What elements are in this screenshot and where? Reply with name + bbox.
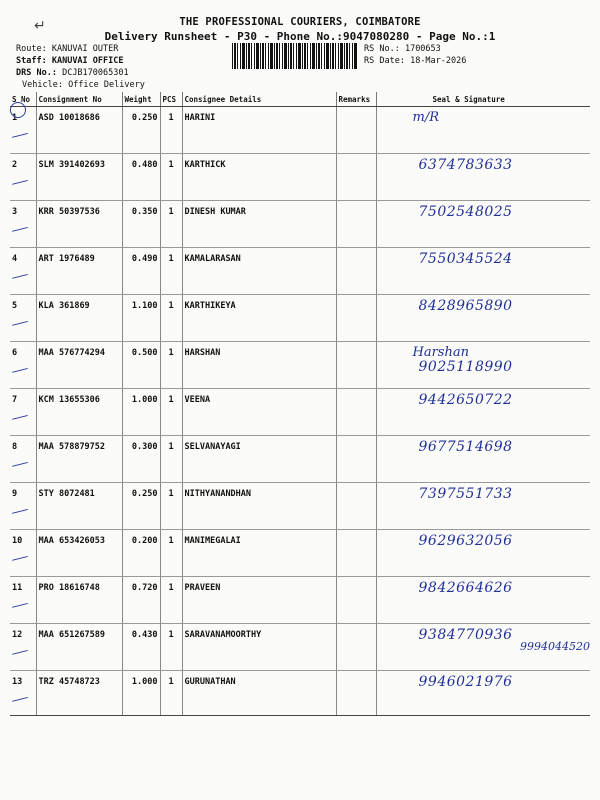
drs-value: DCJB170065301 [62,68,129,78]
row-signature [376,295,590,342]
table-row [10,577,590,624]
signature-phone: 9677514698 [418,439,513,455]
vehicle-line [22,80,145,90]
check-tick-mark [10,501,28,514]
signature-phone: 9946021976 [418,674,513,690]
row-consignment [36,107,122,154]
row-pcs-text: 1 [168,113,174,123]
row-sno-text: 10 [12,536,23,546]
check-tick-mark [10,548,28,561]
row-consignee-text: NITHYANANDHAN [184,489,252,499]
table-row [10,624,590,671]
row-sno-text: 8 [12,442,18,452]
row-weight-text: 0.250 [131,489,158,499]
row-weight [122,389,160,436]
row-signature [376,671,590,716]
row-weight-text: 0.430 [131,630,158,640]
signature-phone: 8428965890 [418,298,513,314]
table-row [10,389,590,436]
row-remarks [336,577,376,624]
row-consignee-text: KAMALARASAN [184,254,241,264]
row-sno [10,671,36,716]
vehicle-label: Vehicle: [22,80,63,90]
row-consignee-text: KARTHICK [184,160,226,170]
table-header [10,92,590,107]
row-remarks [336,248,376,295]
row-consignment-text: KLA 361869 [38,301,90,311]
row-sno [10,342,36,389]
vehicle-value: Office Delivery [68,80,145,90]
row-consignee-text: SELVANAYAGI [184,442,241,452]
signature-phone: 9842664626 [418,580,513,596]
table-row [10,483,590,530]
check-tick-mark [10,642,28,655]
table-row [10,530,590,577]
signature-scribble [413,346,513,374]
row-sno-text: 2 [12,160,18,170]
row-weight [122,342,160,389]
row-pcs-text: 1 [168,301,174,311]
row-weight [122,248,160,295]
row-consignee [182,248,336,295]
table-row [10,342,590,389]
row-consignee [182,624,336,671]
row-weight [122,624,160,671]
check-tick-mark [10,313,28,326]
row-pcs-text: 1 [168,348,174,358]
row-pcs-text: 1 [168,677,174,687]
row-sno-text: 9 [12,489,18,499]
signature-scribble [413,205,513,219]
row-signature [376,107,590,154]
row-remarks [336,436,376,483]
row-consignee-text: MANIMEGALAI [184,536,241,546]
barcode [232,43,358,69]
row-sno [10,624,36,671]
row-weight [122,577,160,624]
row-consignee-text: VEENA [184,395,211,405]
row-weight-text: 1.100 [131,301,158,311]
row-pcs-text: 1 [168,395,174,405]
table-row [10,671,590,716]
row-sno-text: 12 [12,630,23,640]
row-weight-text: 0.250 [131,113,158,123]
rs-no-line [364,44,441,54]
row-consignee [182,295,336,342]
row-weight-text: 0.480 [131,160,158,170]
row-consignment-text: PRO 18616748 [38,583,100,593]
row-consignment [36,436,122,483]
row-consignment [36,342,122,389]
row-consignee [182,436,336,483]
table-row [10,107,590,154]
row-pcs [160,624,182,671]
row-consignee-text: GURUNATHAN [184,677,236,687]
row-signature [376,530,590,577]
row-pcs [160,201,182,248]
row-consignee [182,671,336,716]
signature-scribble [413,393,513,407]
row-weight-text: 0.350 [131,207,158,217]
row-remarks [336,483,376,530]
row-consignment-text: MAA 576774294 [38,348,106,358]
row-consignment [36,483,122,530]
row-remarks [336,530,376,577]
row-sno-text: 4 [12,254,18,264]
signature-scribble [413,111,440,125]
staff-value: KANUVAI OFFICE [51,56,124,66]
row-pcs-text: 1 [168,630,174,640]
row-consignee [182,483,336,530]
row-pcs [160,248,182,295]
row-weight-text: 1.000 [131,395,158,405]
row-weight-text: 0.200 [131,536,158,546]
col-consignee: Consignee Details [182,92,336,107]
row-sno-text: 7 [12,395,18,405]
check-tick-mark [10,172,28,185]
row-weight [122,671,160,716]
row-pcs [160,483,182,530]
row-consignment-text: TRZ 45748723 [38,677,100,687]
row-pcs-text: 1 [168,583,174,593]
table-row [10,201,590,248]
runsheet-subtitle: Delivery Runsheet - P30 - Phone No.:9047080280 - Page No.:1 [104,30,496,43]
row-consignee-text: DINESH KUMAR [184,207,246,217]
row-consignment-text: MAA 651267589 [38,630,106,640]
row-consignment-text: KRR 50397536 [38,207,100,217]
row-remarks [336,154,376,201]
row-weight-text: 0.500 [131,348,158,358]
row-consignee [182,342,336,389]
row-consignment-text: SLM 391402693 [38,160,106,170]
row-pcs-text: 1 [168,442,174,452]
row-remarks [336,342,376,389]
row-weight-text: 0.720 [131,583,158,593]
col-consignment: Consignment No [36,92,122,107]
table-row [10,295,590,342]
route-line [16,44,118,54]
row-consignee [182,389,336,436]
row-sno [10,436,36,483]
row-consignment [36,295,122,342]
row-sno-text: 13 [12,677,23,687]
row-consignment-text: STY 8072481 [38,489,95,499]
staff-line [16,56,124,66]
row-weight [122,107,160,154]
check-tick-mark [10,454,28,467]
row-sno [10,530,36,577]
row-consignment [36,201,122,248]
row-consignment-text: KCM 13655306 [38,395,100,405]
signature-phone: 9025118990 [418,359,513,375]
row-weight-text: 0.490 [131,254,158,264]
row-consignment [36,577,122,624]
signature-name: Harshan [412,345,469,360]
check-tick-mark [10,266,28,279]
row-pcs-text: 1 [168,254,174,264]
row-remarks [336,389,376,436]
rs-date-line [364,56,466,66]
row-signature [376,154,590,201]
row-sno [10,483,36,530]
row-sno [10,577,36,624]
row-consignment-text: MAA 653426053 [38,536,106,546]
row-consignment [36,248,122,295]
row-weight-text: 1.000 [131,677,158,687]
row-sno [10,154,36,201]
row-sno [10,295,36,342]
row-weight [122,436,160,483]
row-signature [376,342,590,389]
signature-phone: 7550345524 [418,251,513,267]
row-consignment [36,389,122,436]
signature-phone: 7502548025 [418,204,513,220]
col-signature: Seal & Signature [376,92,590,107]
corner-scribble: ↵ [34,18,46,34]
row-remarks [336,624,376,671]
rs-date-value: 18-Mar-2026 [410,56,467,66]
row-signature [376,389,590,436]
row-sno-text: 3 [12,207,18,217]
row-sno [10,248,36,295]
row-sno-text: 11 [12,583,23,593]
table-row [10,248,590,295]
row-pcs-text: 1 [168,536,174,546]
col-remarks: Remarks [336,92,376,107]
check-tick-mark [10,407,28,420]
row-pcs [160,671,182,716]
row-consignment [36,624,122,671]
row-consignee-text: HARINI [184,113,216,123]
extra-phone-scribble: 9994044520 [520,640,590,653]
row-weight [122,483,160,530]
row-consignee [182,107,336,154]
signature-scribble [413,252,513,266]
row-consignment-text: ASD 10018686 [38,113,100,123]
row-pcs [160,154,182,201]
row-consignee-text: SARAVANAMOORTHY [184,630,262,640]
row-sno-text: 1 [12,113,18,123]
row-consignment [36,154,122,201]
rs-date-label: RS Date: [364,56,405,66]
row-remarks [336,295,376,342]
row-signature [376,436,590,483]
row-sno-text: 6 [12,348,18,358]
col-pcs: PCS [160,92,182,107]
row-remarks [336,671,376,716]
row-weight [122,154,160,201]
row-pcs [160,295,182,342]
check-tick-mark [10,595,28,608]
signature-phone: 9384770936 [418,627,513,643]
signature-scribble [413,675,513,689]
row-consignee [182,201,336,248]
table-row [10,436,590,483]
drs-label: DRS No.: [16,68,57,78]
row-weight [122,530,160,577]
col-sno: S No [10,92,36,107]
route-label: Route: [16,44,47,54]
row-sno [10,201,36,248]
signature-scribble [413,440,513,454]
row-sno-text: 5 [12,301,18,311]
runsheet-table [10,92,590,716]
circled-row-mark [10,102,26,118]
rs-value: 1700653 [404,44,441,54]
signature-scribble [413,487,513,501]
row-pcs [160,530,182,577]
row-signature [376,483,590,530]
row-signature [376,201,590,248]
row-consignee [182,530,336,577]
check-tick-mark [10,360,28,373]
signature-scribble [413,628,513,642]
row-remarks [336,201,376,248]
col-weight: Weight [122,92,160,107]
signature-phone: 7397551733 [418,486,513,502]
row-weight [122,201,160,248]
row-pcs [160,389,182,436]
row-consignee-text: PRAVEEN [184,583,221,593]
row-consignee [182,154,336,201]
signature-name: m/R [412,110,439,125]
row-pcs-text: 1 [168,489,174,499]
signature-scribble [413,158,513,172]
signature-phone: 9442650722 [418,392,513,408]
signature-scribble [413,581,513,595]
row-pcs [160,107,182,154]
row-signature [376,248,590,295]
row-consignee-text: KARTHIKEYA [184,301,236,311]
row-consignment [36,530,122,577]
row-pcs-text: 1 [168,160,174,170]
row-pcs [160,436,182,483]
row-signature [376,577,590,624]
signature-scribble [413,534,513,548]
check-tick-mark [10,219,28,232]
row-remarks [336,107,376,154]
staff-label: Staff: [16,56,47,66]
signature-scribble [413,299,513,313]
route-value: KANUVAI OUTER [51,44,119,54]
row-pcs-text: 1 [168,207,174,217]
row-weight [122,295,160,342]
table-row [10,154,590,201]
row-pcs [160,342,182,389]
check-tick-mark [10,125,28,138]
row-consignment [36,671,122,716]
row-sno [10,389,36,436]
signature-phone: 9629632056 [418,533,513,549]
check-tick-mark [10,689,28,702]
company-title: THE PROFESSIONAL COURIERS, COIMBATORE [179,16,421,28]
row-consignment-text: ART 1976489 [38,254,95,264]
rs-label: RS No.: [364,44,400,54]
row-pcs [160,577,182,624]
row-consignee-text: HARSHAN [184,348,221,358]
row-weight-text: 0.300 [131,442,158,452]
row-consignee [182,577,336,624]
row-consignment-text: MAA 578879752 [38,442,106,452]
signature-phone: 6374783633 [418,157,513,173]
drs-line [16,68,129,78]
